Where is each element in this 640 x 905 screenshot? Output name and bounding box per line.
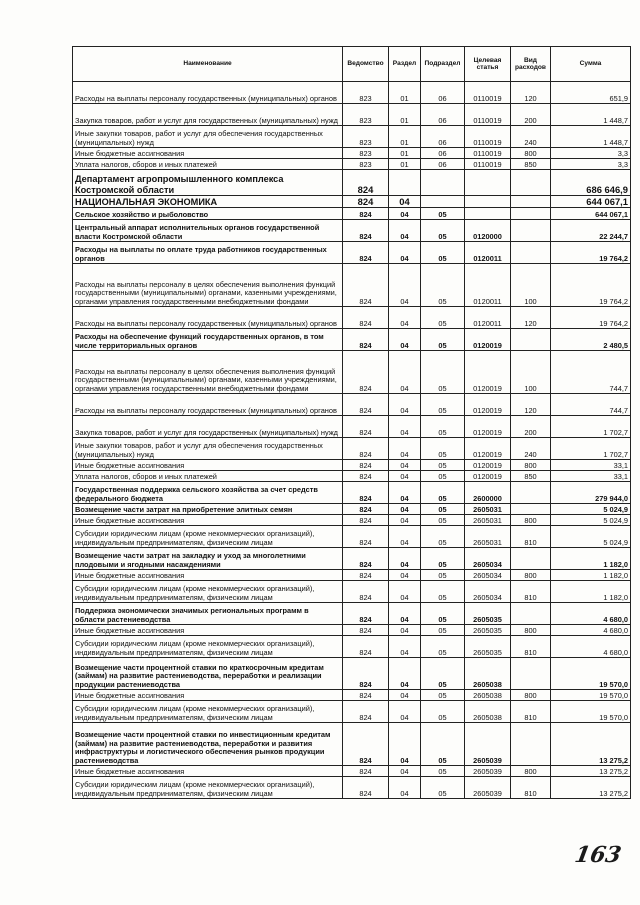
table-row [73, 482, 631, 504]
table-row [73, 170, 631, 196]
table-row [73, 82, 631, 104]
table-row [73, 504, 631, 515]
cell-razdel: 04 [389, 777, 421, 799]
cell-name: Иные бюджетные ассигнования [73, 625, 343, 636]
table-row [73, 242, 631, 264]
cell-target-article: 0120011 [465, 242, 511, 264]
cell-name: Субсидии юридическим лицам (кроме некоммерческих организаций), индивидуальным предпринимателям, физическим лицам [73, 526, 343, 548]
cell-name: Иные бюджетные ассигнования [73, 148, 343, 159]
cell-name: Субсидии юридическим лицам (кроме некоммерческих организаций), индивидуальным предпринимателям, физическим лицам [73, 581, 343, 603]
cell-razdel: 04 [389, 242, 421, 264]
cell-target-article [465, 208, 511, 220]
cell-expense-type: 120 [511, 394, 551, 416]
cell-expense-type: 200 [511, 104, 551, 126]
cell-razdel: 01 [389, 159, 421, 170]
cell-razdel: 04 [389, 581, 421, 603]
cell-podrazdel: 05 [421, 515, 465, 526]
cell-expense-type: 800 [511, 570, 551, 581]
cell-podrazdel: 05 [421, 570, 465, 581]
cell-name: Закупка товаров, работ и услуг для государственных (муниципальных) нужд [73, 416, 343, 438]
cell-vedomstvo: 823 [343, 159, 389, 170]
cell-podrazdel: 05 [421, 460, 465, 471]
cell-target-article: 2605034 [465, 570, 511, 581]
cell-name: Уплата налогов, сборов и иных платежей [73, 159, 343, 170]
table-row [73, 570, 631, 581]
cell-name: Возмещение части затрат на приобретение элитных семян [73, 504, 343, 515]
cell-sum: 19 764,2 [551, 307, 631, 329]
cell-target-article: 2605035 [465, 603, 511, 625]
cell-podrazdel: 06 [421, 104, 465, 126]
page-number: 163 [572, 842, 624, 868]
cell-target-article: 2605038 [465, 658, 511, 690]
cell-razdel: 04 [389, 196, 421, 208]
cell-sum: 13 275,2 [551, 766, 631, 777]
table-row [73, 351, 631, 394]
cell-podrazdel: 05 [421, 438, 465, 460]
cell-target-article: 0120019 [465, 351, 511, 394]
table-body [73, 82, 631, 799]
header-expense-type: Вид расходов [511, 47, 551, 82]
cell-podrazdel: 05 [421, 220, 465, 242]
table-row [73, 603, 631, 625]
cell-sum: 1 182,0 [551, 548, 631, 570]
cell-podrazdel: 05 [421, 329, 465, 351]
cell-podrazdel: 05 [421, 658, 465, 690]
cell-expense-type [511, 329, 551, 351]
cell-podrazdel: 05 [421, 581, 465, 603]
table-row [73, 548, 631, 570]
cell-razdel: 04 [389, 482, 421, 504]
cell-vedomstvo: 824 [343, 570, 389, 581]
cell-expense-type [511, 723, 551, 766]
cell-expense-type: 810 [511, 526, 551, 548]
cell-sum: 4 680,0 [551, 636, 631, 658]
cell-podrazdel: 05 [421, 242, 465, 264]
cell-razdel: 04 [389, 603, 421, 625]
cell-sum: 651,9 [551, 82, 631, 104]
cell-razdel: 01 [389, 104, 421, 126]
cell-podrazdel: 05 [421, 307, 465, 329]
cell-podrazdel: 05 [421, 548, 465, 570]
cell-sum: 1 182,0 [551, 581, 631, 603]
cell-sum: 19 764,2 [551, 242, 631, 264]
table-header-row [73, 47, 631, 82]
cell-sum: 33,1 [551, 471, 631, 482]
cell-vedomstvo: 824 [343, 329, 389, 351]
table-row [73, 581, 631, 603]
cell-expense-type [511, 170, 551, 196]
cell-sum: 1 182,0 [551, 570, 631, 581]
header-razdel: Раздел [389, 47, 421, 82]
cell-expense-type: 200 [511, 416, 551, 438]
cell-vedomstvo: 823 [343, 126, 389, 148]
header-target-article: Целевая статья [465, 47, 511, 82]
table-row [73, 307, 631, 329]
cell-razdel: 04 [389, 471, 421, 482]
cell-vedomstvo: 824 [343, 460, 389, 471]
table-row [73, 723, 631, 766]
cell-sum: 5 024,9 [551, 504, 631, 515]
cell-razdel: 04 [389, 636, 421, 658]
cell-name: Возмещение части затрат на закладку и уход за многолетними плодовыми и ягодными насаждениями [73, 548, 343, 570]
cell-podrazdel: 05 [421, 526, 465, 548]
cell-razdel: 01 [389, 126, 421, 148]
cell-target-article [465, 196, 511, 208]
cell-expense-type: 800 [511, 766, 551, 777]
cell-expense-type: 800 [511, 515, 551, 526]
cell-target-article: 2605031 [465, 504, 511, 515]
cell-name: Расходы на выплаты персоналу государственных (муниципальных) органов [73, 82, 343, 104]
cell-sum: 13 275,2 [551, 723, 631, 766]
cell-sum: 2 480,5 [551, 329, 631, 351]
table-row [73, 777, 631, 799]
cell-vedomstvo: 824 [343, 581, 389, 603]
cell-vedomstvo: 824 [343, 690, 389, 701]
cell-expense-type [511, 504, 551, 515]
cell-razdel [389, 170, 421, 196]
cell-name: Возмещение части процентной ставки по краткосрочным кредитам (займам) на развитие растениеводства, переработки и реализации продукции растениеводства [73, 658, 343, 690]
table-row [73, 515, 631, 526]
cell-razdel: 04 [389, 438, 421, 460]
header-vedomstvo: Ведомство [343, 47, 389, 82]
cell-name: Сельское хозяйство и рыболовство [73, 208, 343, 220]
cell-target-article: 0110019 [465, 82, 511, 104]
cell-podrazdel: 05 [421, 690, 465, 701]
cell-expense-type [511, 548, 551, 570]
cell-sum: 1 448,7 [551, 126, 631, 148]
table-row [73, 460, 631, 471]
cell-expense-type [511, 208, 551, 220]
cell-expense-type: 800 [511, 625, 551, 636]
cell-vedomstvo: 824 [343, 658, 389, 690]
cell-target-article: 0120019 [465, 471, 511, 482]
cell-target-article: 0110019 [465, 148, 511, 159]
cell-vedomstvo: 824 [343, 548, 389, 570]
cell-expense-type: 240 [511, 438, 551, 460]
cell-name: Поддержка экономически значимых региональных программ в области растениеводства [73, 603, 343, 625]
cell-vedomstvo: 823 [343, 82, 389, 104]
cell-target-article: 2605034 [465, 581, 511, 603]
cell-vedomstvo: 824 [343, 208, 389, 220]
cell-target-article: 2605031 [465, 515, 511, 526]
cell-razdel: 04 [389, 625, 421, 636]
cell-podrazdel: 05 [421, 625, 465, 636]
table-row [73, 104, 631, 126]
cell-vedomstvo: 824 [343, 515, 389, 526]
cell-sum: 33,1 [551, 460, 631, 471]
cell-target-article: 0120019 [465, 394, 511, 416]
cell-name: Уплата налогов, сборов и иных платежей [73, 471, 343, 482]
table-row [73, 658, 631, 690]
cell-sum: 19 764,2 [551, 264, 631, 307]
cell-razdel: 04 [389, 416, 421, 438]
cell-target-article: 0110019 [465, 104, 511, 126]
cell-target-article: 2605039 [465, 723, 511, 766]
cell-expense-type: 850 [511, 471, 551, 482]
cell-target-article [465, 170, 511, 196]
cell-expense-type: 810 [511, 636, 551, 658]
cell-target-article: 0120000 [465, 220, 511, 242]
cell-vedomstvo: 824 [343, 242, 389, 264]
cell-vedomstvo: 824 [343, 636, 389, 658]
cell-podrazdel: 05 [421, 777, 465, 799]
cell-razdel: 04 [389, 766, 421, 777]
cell-vedomstvo: 824 [343, 394, 389, 416]
cell-expense-type: 800 [511, 460, 551, 471]
cell-vedomstvo: 824 [343, 701, 389, 723]
cell-sum: 4 680,0 [551, 625, 631, 636]
cell-sum: 644 067,1 [551, 196, 631, 208]
cell-vedomstvo: 824 [343, 220, 389, 242]
cell-expense-type: 810 [511, 777, 551, 799]
cell-vedomstvo: 824 [343, 526, 389, 548]
cell-expense-type [511, 196, 551, 208]
table-row [73, 159, 631, 170]
cell-vedomstvo: 824 [343, 766, 389, 777]
cell-razdel: 04 [389, 701, 421, 723]
cell-target-article: 2605038 [465, 701, 511, 723]
cell-vedomstvo: 824 [343, 307, 389, 329]
cell-name: Иные закупки товаров, работ и услуг для обеспечения государственных (муниципальных) нужд [73, 438, 343, 460]
cell-vedomstvo: 824 [343, 625, 389, 636]
cell-podrazdel: 05 [421, 471, 465, 482]
cell-razdel: 04 [389, 570, 421, 581]
cell-name: Иные бюджетные ассигнования [73, 460, 343, 471]
cell-name: Государственная поддержка сельского хозяйства за счет средств федерального бюджета [73, 482, 343, 504]
cell-expense-type: 850 [511, 159, 551, 170]
cell-target-article: 2605035 [465, 625, 511, 636]
cell-sum: 5 024,9 [551, 515, 631, 526]
cell-sum: 744,7 [551, 394, 631, 416]
cell-name: Расходы на выплаты персоналу в целях обеспечения выполнения функций государственными (муниципальными) органами, казенными учреждениями, органами управления государственными внебюджетными фондами [73, 351, 343, 394]
cell-name: Расходы на выплаты персоналу государственных (муниципальных) органов [73, 307, 343, 329]
cell-vedomstvo: 824 [343, 504, 389, 515]
cell-expense-type [511, 242, 551, 264]
cell-podrazdel: 05 [421, 351, 465, 394]
cell-expense-type: 100 [511, 351, 551, 394]
cell-vedomstvo: 824 [343, 196, 389, 208]
cell-name: Иные бюджетные ассигнования [73, 570, 343, 581]
cell-sum: 3,3 [551, 159, 631, 170]
cell-expense-type: 120 [511, 307, 551, 329]
cell-razdel: 04 [389, 460, 421, 471]
cell-target-article: 2600000 [465, 482, 511, 504]
cell-vedomstvo: 823 [343, 104, 389, 126]
cell-razdel: 04 [389, 690, 421, 701]
cell-name: Расходы на выплаты персоналу государственных (муниципальных) органов [73, 394, 343, 416]
cell-target-article: 2605034 [465, 548, 511, 570]
cell-razdel: 04 [389, 351, 421, 394]
cell-sum: 1 702,7 [551, 438, 631, 460]
cell-podrazdel: 05 [421, 208, 465, 220]
cell-vedomstvo: 824 [343, 351, 389, 394]
cell-expense-type [511, 220, 551, 242]
cell-razdel: 01 [389, 82, 421, 104]
cell-razdel: 04 [389, 208, 421, 220]
cell-sum: 19 570,0 [551, 690, 631, 701]
cell-expense-type: 810 [511, 581, 551, 603]
cell-podrazdel: 06 [421, 148, 465, 159]
cell-razdel: 04 [389, 504, 421, 515]
cell-name: Расходы на обеспечение функций государственных органов, в том числе территориальных органов [73, 329, 343, 351]
cell-name: Расходы на выплаты персоналу в целях обеспечения выполнения функций государственными (муниципальными) органами, казенными учреждениями, органами управления государственными внебюджетными фондами [73, 264, 343, 307]
cell-vedomstvo: 824 [343, 416, 389, 438]
cell-expense-type [511, 658, 551, 690]
cell-sum: 744,7 [551, 351, 631, 394]
table-row [73, 208, 631, 220]
cell-vedomstvo: 824 [343, 482, 389, 504]
header-sum: Сумма [551, 47, 631, 82]
cell-target-article: 2605038 [465, 690, 511, 701]
cell-podrazdel: 05 [421, 636, 465, 658]
cell-expense-type: 240 [511, 126, 551, 148]
cell-podrazdel: 05 [421, 394, 465, 416]
cell-target-article: 2605031 [465, 526, 511, 548]
table-row [73, 690, 631, 701]
table-row [73, 471, 631, 482]
cell-target-article: 2605039 [465, 777, 511, 799]
cell-podrazdel: 06 [421, 82, 465, 104]
cell-expense-type [511, 603, 551, 625]
table-row [73, 126, 631, 148]
cell-razdel: 04 [389, 394, 421, 416]
cell-podrazdel: 06 [421, 126, 465, 148]
cell-name: НАЦИОНАЛЬНАЯ ЭКОНОМИКА [73, 196, 343, 208]
cell-sum: 3,3 [551, 148, 631, 159]
table-row [73, 636, 631, 658]
cell-name: Расходы на выплаты по оплате труда работников государственных органов [73, 242, 343, 264]
table-row [73, 264, 631, 307]
cell-sum: 13 275,2 [551, 777, 631, 799]
cell-sum: 22 244,7 [551, 220, 631, 242]
cell-podrazdel: 05 [421, 416, 465, 438]
cell-razdel: 04 [389, 264, 421, 307]
header-podrazdel: Подраздел [421, 47, 465, 82]
cell-sum: 686 646,9 [551, 170, 631, 196]
cell-vedomstvo: 823 [343, 148, 389, 159]
cell-razdel: 04 [389, 329, 421, 351]
cell-vedomstvo: 824 [343, 170, 389, 196]
cell-sum: 4 680,0 [551, 603, 631, 625]
cell-podrazdel: 05 [421, 504, 465, 515]
cell-podrazdel: 05 [421, 723, 465, 766]
table-row [73, 329, 631, 351]
cell-sum: 644 067,1 [551, 208, 631, 220]
cell-name: Закупка товаров, работ и услуг для государственных (муниципальных) нужд [73, 104, 343, 126]
cell-name: Субсидии юридическим лицам (кроме некоммерческих организаций), индивидуальным предпринимателям, физическим лицам [73, 701, 343, 723]
cell-name: Иные закупки товаров, работ и услуг для обеспечения государственных (муниципальных) нужд [73, 126, 343, 148]
table-row [73, 766, 631, 777]
table-row [73, 220, 631, 242]
cell-name: Субсидии юридическим лицам (кроме некоммерческих организаций), индивидуальным предпринимателям, физическим лицам [73, 636, 343, 658]
cell-razdel: 04 [389, 723, 421, 766]
cell-name: Иные бюджетные ассигнования [73, 766, 343, 777]
cell-target-article: 0110019 [465, 126, 511, 148]
table-row [73, 526, 631, 548]
cell-sum: 1 448,7 [551, 104, 631, 126]
cell-target-article: 0120019 [465, 460, 511, 471]
header-name: Наименование [73, 47, 343, 82]
cell-podrazdel [421, 196, 465, 208]
cell-vedomstvo: 824 [343, 777, 389, 799]
cell-name: Субсидии юридическим лицам (кроме некоммерческих организаций), индивидуальным предпринимателям, физическим лицам [73, 777, 343, 799]
budget-table [72, 46, 631, 799]
cell-name: Департамент агропромышленного комплекса Костромской области [73, 170, 343, 196]
table-row [73, 416, 631, 438]
cell-name: Возмещение части процентной ставки по инвестиционным кредитам (займам) на развитие растениеводства, переработки и развития инфраструктуры и логистического обеспечения рынков продукции растениеводства [73, 723, 343, 766]
cell-sum: 5 024,9 [551, 526, 631, 548]
cell-expense-type: 810 [511, 701, 551, 723]
cell-vedomstvo: 824 [343, 264, 389, 307]
cell-expense-type: 800 [511, 148, 551, 159]
cell-vedomstvo: 824 [343, 438, 389, 460]
cell-vedomstvo: 824 [343, 723, 389, 766]
cell-name: Иные бюджетные ассигнования [73, 515, 343, 526]
cell-expense-type [511, 482, 551, 504]
cell-podrazdel: 05 [421, 701, 465, 723]
cell-podrazdel: 05 [421, 264, 465, 307]
cell-name: Центральный аппарат исполнительных органов государственной власти Костромской области [73, 220, 343, 242]
cell-target-article: 0120019 [465, 329, 511, 351]
cell-razdel: 04 [389, 515, 421, 526]
cell-sum: 279 944,0 [551, 482, 631, 504]
cell-razdel: 04 [389, 307, 421, 329]
cell-sum: 19 570,0 [551, 658, 631, 690]
cell-razdel: 04 [389, 526, 421, 548]
cell-expense-type: 100 [511, 264, 551, 307]
cell-podrazdel: 05 [421, 603, 465, 625]
cell-sum: 19 570,0 [551, 701, 631, 723]
table-row [73, 438, 631, 460]
cell-razdel: 04 [389, 548, 421, 570]
table-row [73, 701, 631, 723]
cell-razdel: 04 [389, 220, 421, 242]
cell-target-article: 0120019 [465, 416, 511, 438]
cell-expense-type: 120 [511, 82, 551, 104]
table-row [73, 148, 631, 159]
cell-target-article: 0120011 [465, 264, 511, 307]
cell-sum: 1 702,7 [551, 416, 631, 438]
cell-target-article: 2605039 [465, 766, 511, 777]
cell-target-article: 0120011 [465, 307, 511, 329]
cell-name: Иные бюджетные ассигнования [73, 690, 343, 701]
cell-target-article: 2605035 [465, 636, 511, 658]
cell-target-article: 0120019 [465, 438, 511, 460]
table-row [73, 394, 631, 416]
cell-podrazdel: 05 [421, 482, 465, 504]
cell-razdel: 01 [389, 148, 421, 159]
cell-podrazdel [421, 170, 465, 196]
cell-podrazdel: 05 [421, 766, 465, 777]
table-row [73, 625, 631, 636]
cell-expense-type: 800 [511, 690, 551, 701]
table-row [73, 196, 631, 208]
cell-vedomstvo: 824 [343, 603, 389, 625]
cell-razdel: 04 [389, 658, 421, 690]
cell-podrazdel: 06 [421, 159, 465, 170]
cell-target-article: 0110019 [465, 159, 511, 170]
cell-vedomstvo: 824 [343, 471, 389, 482]
